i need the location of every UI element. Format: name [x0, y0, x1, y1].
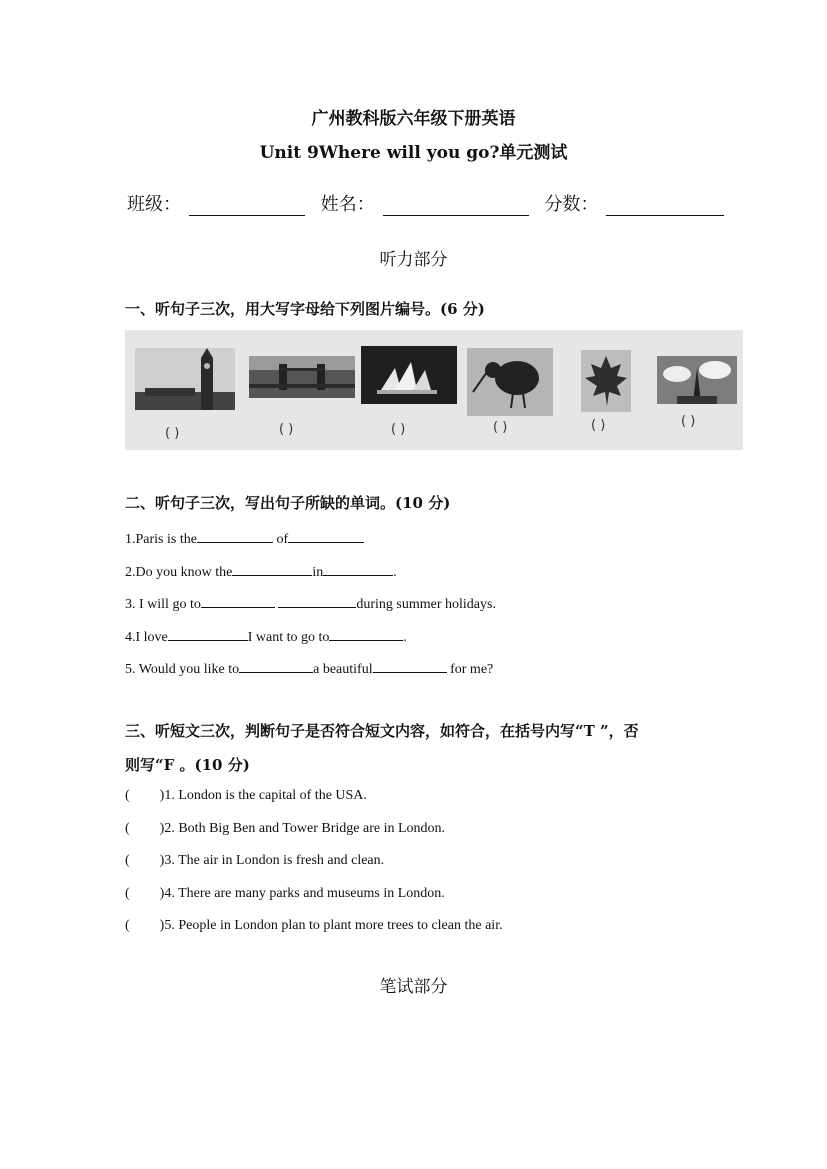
sentence-text: . — [403, 630, 407, 645]
open-paren[interactable]: ( — [125, 853, 130, 868]
name-blank[interactable] — [383, 195, 529, 216]
maple-leaf-icon — [581, 350, 631, 412]
score-label: 分数： — [544, 194, 599, 215]
judgement-item-3 — [125, 853, 384, 869]
big-ben-icon — [135, 348, 235, 410]
tower-bridge-icon — [249, 356, 355, 398]
sentence-text: for me? — [446, 662, 494, 677]
answer-slot[interactable]: ( ) — [165, 426, 180, 441]
sentence-text: during summer holidays. — [356, 597, 496, 612]
sentence-text: 2.Do you know the — [125, 565, 233, 580]
answer-slot[interactable]: ( ) — [279, 422, 294, 437]
statement: 5. People in London plan to plant more trees to clean the air. — [164, 918, 503, 933]
sentence-1 — [125, 528, 364, 548]
class-blank[interactable] — [189, 195, 305, 216]
answer-blank[interactable] — [288, 528, 364, 543]
answer-blank[interactable] — [323, 561, 393, 576]
sentence-text: in — [312, 565, 324, 580]
part3-instruction-line1: 三、听短文三次，判断句子是否符合短文内容，如符合，在括号内写“T ”，否 — [125, 722, 639, 740]
sentence-text: 1.Paris is the — [125, 532, 197, 547]
sentence-text: 3. I will go to — [125, 597, 201, 612]
answer-blank[interactable] — [278, 593, 356, 608]
open-paren[interactable]: ( — [125, 918, 130, 933]
score-blank[interactable] — [606, 195, 724, 216]
close-paren: ) — [159, 821, 165, 836]
sentence-text: of — [272, 532, 289, 547]
picture-strip — [125, 330, 743, 450]
page-subtitle: Unit 9Where will you go?单元测试 — [259, 143, 568, 163]
judgement-item-4 — [125, 886, 445, 902]
sentence-2 — [125, 561, 397, 581]
statement: 2. Both Big Ben and Tower Bridge are in London. — [164, 821, 446, 836]
part1-instruction: 一、听句子三次，用大写字母给下列图片编号。(6 分) — [125, 300, 485, 318]
sentence-text: 5. Would you like to — [125, 662, 240, 677]
statement: 4. There are many parks and museums in London. — [164, 886, 445, 901]
listening-section-heading: 听力部分 — [379, 250, 448, 270]
judgement-item-1 — [125, 788, 367, 804]
answer-blank[interactable] — [329, 626, 403, 641]
answer-slot[interactable]: ( ) — [493, 420, 508, 435]
close-paren: ) — [159, 788, 165, 803]
statement: 1. London is the capital of the USA. — [164, 788, 367, 803]
open-paren[interactable]: ( — [125, 886, 130, 901]
sentence-text: a beautiful — [313, 662, 373, 677]
answer-blank[interactable] — [197, 528, 273, 543]
sydney-opera-house-icon — [361, 346, 457, 404]
sentence-4 — [125, 626, 407, 646]
answer-blank[interactable] — [373, 658, 447, 673]
part3-instruction-line2: 则写“F 。(10 分) — [125, 756, 250, 774]
part2-instruction: 二、听句子三次，写出句子所缺的单词。(10 分) — [125, 494, 451, 512]
judgement-item-2 — [125, 821, 445, 837]
close-paren: ) — [159, 886, 165, 901]
sentence-3 — [125, 593, 496, 613]
sentence-5 — [125, 658, 493, 678]
answer-slot[interactable]: ( ) — [591, 418, 606, 433]
sentence-text: I want to go to — [247, 630, 330, 645]
close-paren: ) — [159, 918, 165, 933]
answer-slot[interactable]: ( ) — [681, 414, 696, 429]
student-info-row — [127, 190, 734, 216]
answer-blank[interactable] — [168, 626, 248, 641]
sentence-text: 4.I love — [125, 630, 168, 645]
open-paren[interactable]: ( — [125, 788, 130, 803]
statement: 3. The air in London is fresh and clean. — [164, 853, 385, 868]
writing-section-heading: 笔试部分 — [379, 977, 448, 997]
page-title: 广州教科版六年级下册英语 — [311, 109, 516, 129]
class-label: 班级： — [127, 194, 181, 215]
answer-blank[interactable] — [232, 561, 312, 576]
answer-blank[interactable] — [239, 658, 313, 673]
answer-slot[interactable]: ( ) — [391, 422, 406, 437]
name-label: 姓名： — [320, 194, 375, 215]
answer-blank[interactable] — [201, 593, 275, 608]
kiwi-bird-icon — [467, 348, 553, 416]
judgement-item-5 — [125, 918, 503, 934]
close-paren: ) — [159, 853, 165, 868]
eiffel-tower-icon — [657, 356, 737, 404]
open-paren[interactable]: ( — [125, 821, 130, 836]
sentence-text: . — [393, 565, 397, 580]
